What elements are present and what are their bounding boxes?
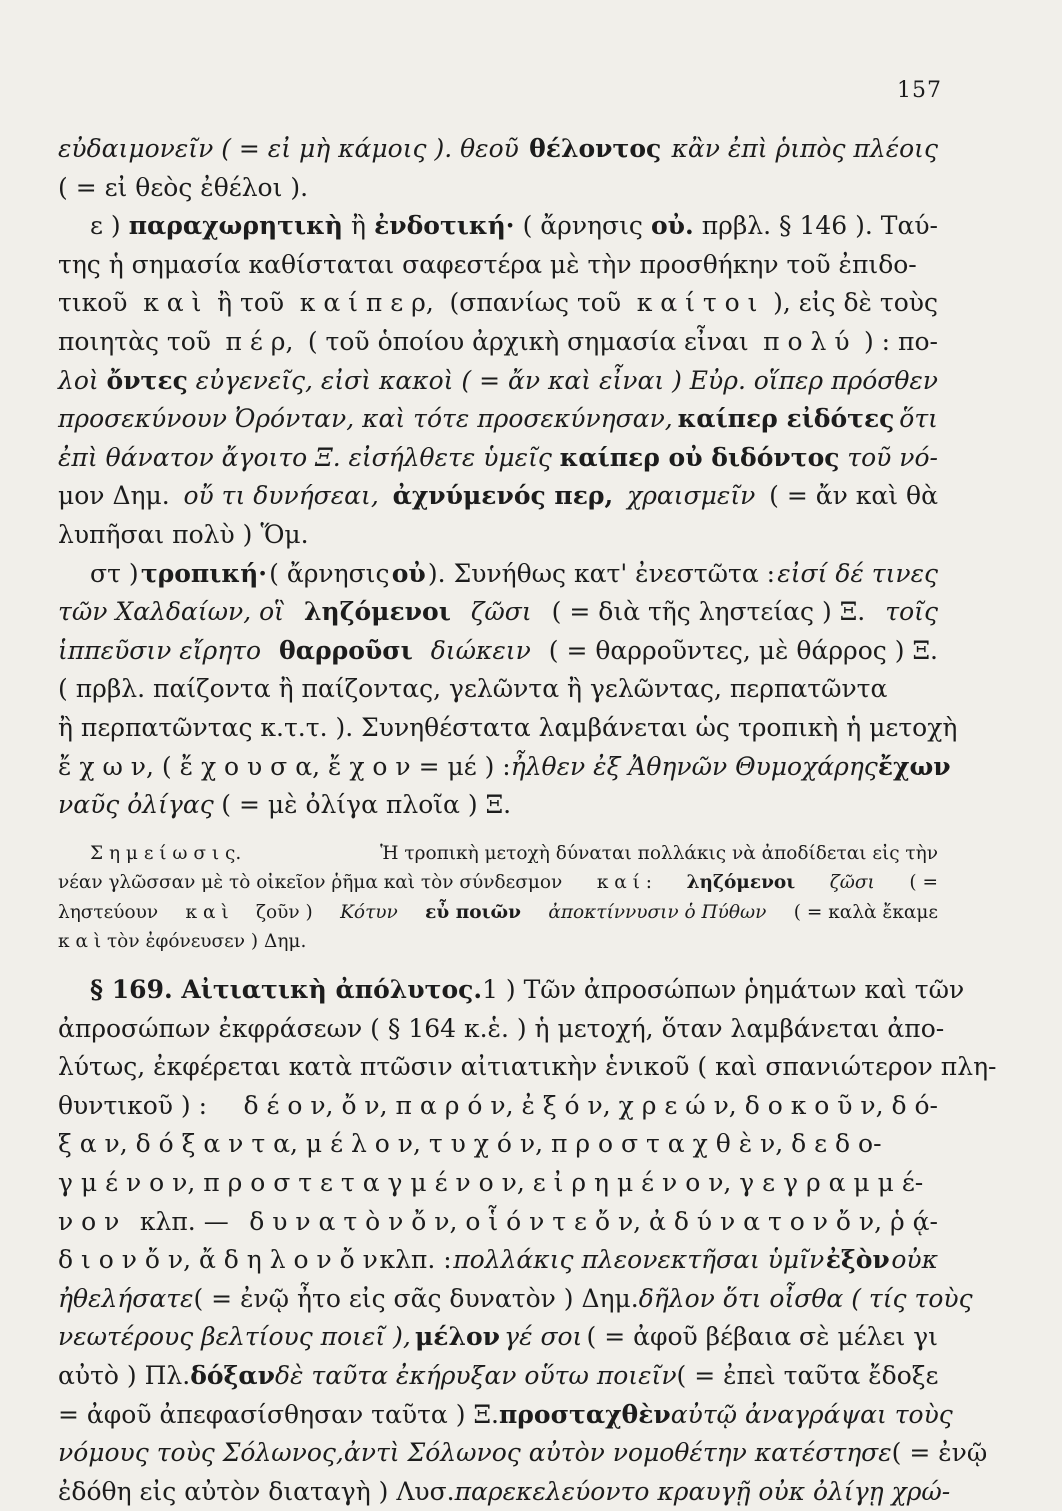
note-line: νέαν γλῶσσαν μὲ τὸ οἰκεῖον ῥῆμα καὶ τὸν σύνδεσμον κ α ί : ληζόμενοι ζῶσι ( = (58, 872, 938, 894)
note-line: Σ η μ ε ί ω σ ι ς. Ἡ τροπικὴ μετοχὴ δύναται πολλάκις νὰ ἀποδίδεται εἰς τὴν (90, 842, 938, 864)
text-line: ν ο ν κλπ. — δ υ ν α τ ὸ ν ὄ ν, ο ἷ ό ν τ ε ὄ ν, ἀ δ ύ ν α τ ο ν ὄ ν, ῥ ᾴ- (58, 1206, 938, 1236)
text-line: δ ι ο ν ὄ ν, ἄ δ η λ ο ν ὄ ν κλπ. : πολλάκις πλεονεκτῆσαι ὑμῖν ἐξὸν οὐκ (58, 1245, 938, 1275)
text-line: θυντικοῦ ) : δ έ ο ν, ὄ ν, π α ρ ό ν, ἐ ξ ό ν, χ ρ ε ώ ν, δ ο κ ο ῦ ν, δ ό- (58, 1090, 938, 1120)
text-line: ( = εἰ θεὸς ἐθέλοι ). (58, 172, 309, 202)
text-line: ἢ περπατῶντας κ.τ.τ. ). Συνηθέστατα λαμβάνεται ὡς τροπικὴ ἡ μετοχὴ (58, 712, 958, 742)
text-line: τικοῦ κ α ὶ ἢ τοῦ κ α ί π ε ρ, (σπανίως τοῦ κ α ί τ ο ι ), εἰς δὲ τοὺς (58, 288, 938, 318)
text-line: λύτως, ἐκφέρεται κατὰ πτῶσιν αἰτιατικὴν ἑνικοῦ ( καὶ σπανιώτερον πλη- (58, 1052, 997, 1082)
text-line: ἠθελήσατε ( = ἐνῷ ἦτο εἰς σᾶς δυνατὸν ) Δημ. δῆλον ὅτι οἶσθα ( τίς τοὺς (58, 1283, 973, 1313)
text-line: = ἀφοῦ ἀπεφασίσθησαν ταῦτα ) Ξ. προσταχθὲν αὐτῷ ἀναγράψαι τοὺς (58, 1399, 953, 1429)
text-line: ε ) παραχωρητικὴ ἢ ἐνδοτική· ( ἄρνησις οὐ. πρβλ. § 146 ). Ταύ- (90, 211, 938, 241)
section-heading-line: § 169. Αἰτιατικὴ ἀπόλυτος. 1 ) Τῶν ἀπροσώπων ῥημάτων καὶ τῶν (58, 971, 938, 1010)
text-line: λυπῆσαι πολὺ ) Ὅμ. (58, 519, 309, 549)
text-line: ποιητὰς τοῦ π έ ρ, ( τοῦ ὁποίου ἀρχικὴ σημασία εἶναι π ο λ ύ ) : πο- (58, 326, 938, 356)
text-line: ἐδόθη εἰς αὐτὸν διαταγὴ ) Λυσ. παρεκελεύοντο κραυγῇ οὐκ ὀλίγῃ χρώ- (58, 1476, 951, 1506)
text-line: τῶν Χαλδαίων, οἳ ληζόμενοι ζῶσι ( = διὰ τῆς ληστείας ) Ξ. τοῖς (58, 597, 938, 627)
note-line: κ α ὶ τὸν ἐφόνευσεν ) Δημ. (58, 931, 307, 953)
text-line: ἱππεῦσιν εἴρητο θαρροῦσι διώκειν ( = θαρροῦντες, μὲ θάρρος ) Ξ. (58, 635, 938, 665)
text-line: προσεκύνουν Ὀρόνταν, καὶ τότε προσεκύνησαν, καίπερ εἰδότες ὅτι (58, 404, 938, 434)
text-line: ξ α ν, δ ό ξ α ν τ α, μ έ λ ο ν, τ υ χ ό ν, π ρ ο σ τ α χ θ ὲ ν, δ ε δ ο- (58, 1129, 882, 1159)
text-line: ( πρβλ. παίζοντα ἢ παίζοντας, γελῶντα ἢ γελῶντας, περπατῶντα (58, 674, 888, 704)
text-line: λοὶ ὄντες εὐγενεῖς, εἰσὶ κακοὶ ( = ἄν καὶ εἶναι ) Εὐρ. οἵπερ πρόσθεν (58, 365, 938, 395)
text-line: ἀπροσώπων ἐκφράσεων ( § 164 κ.ἑ. ) ἡ μετοχή, ὅταν λαμβάνεται ἀπο- (58, 1013, 945, 1043)
text-line: νόμους τοὺς Σόλωνος, ἀντὶ Σόλωνος αὐτὸν νομοθέτην κατέστησε ( = ἐνῷ (58, 1438, 988, 1468)
text-line: νεωτέρους βελτίους ποιεῖ ), μέλον γέ σοι ( = ἀφοῦ βέβαια σὲ μέλει γι (58, 1322, 938, 1352)
text-line: ναῦς ὀλίγας ( = μὲ ὀλίγα πλοῖα ) Ξ. (58, 790, 512, 820)
text-line: της ἡ σημασία καθίσταται σαφεστέρα μὲ τὴν προσθήκην τοῦ ἐπιδο- (58, 249, 917, 279)
page-number: 157 (897, 78, 942, 103)
text-line: εὐδαιμονεῖν ( = εἰ μὴ κάμοις ). θεοῦ θέλοντος κἂν ἐπὶ ῥιπὸς πλέοις (58, 134, 938, 163)
text-line: μον Δημ. οὔ τι δυνήσεαι, ἀχνύμενός περ, χραισμεῖν ( = ἄν καὶ θὰ (58, 481, 938, 511)
document-body (58, 130, 997, 1511)
section-title: § 169. Αἰτιατικὴ ἀπόλυτος. (90, 975, 483, 1005)
text-line: ἔ χ ω ν, ( ἔ χ ο υ σ α, ἔ χ ο ν = μέ ) : ἦλθεν ἐξ Ἀθηνῶν Θυμοχάρης ἔχων (58, 751, 951, 781)
text-line: γ μ έ ν ο ν, π ρ ο σ τ ε τ α γ μ έ ν ο ν, ε ἰ ρ η μ έ ν ο ν, γ ε γ ρ α μ μ έ- (58, 1168, 924, 1198)
text-line: αὐτὸ ) Πλ. δόξαν δὲ ταῦτα ἐκήρυξαν οὕτω ποιεῖν ( = ἐπεὶ ταῦτα ἔδοξε (58, 1361, 939, 1390)
text-line: ἐπὶ θάνατον ἄγοιτο Ξ. εἰσήλθετε ὑμεῖς καίπερ οὐ διδόντος τοῦ νό- (58, 442, 938, 472)
note-line: ληστεύουν κ α ὶ ζοῦν ) Κότυν εὖ ποιῶν ἀποκτίννυσιν ὁ Πύθων ( = καλὰ ἔκαμε (58, 901, 938, 923)
text-line: στ ) τροπική· ( ἄρνησις οὐ ). Συνήθως κατ' ἐνεστῶτα : εἰσί δέ τινες (90, 558, 938, 588)
